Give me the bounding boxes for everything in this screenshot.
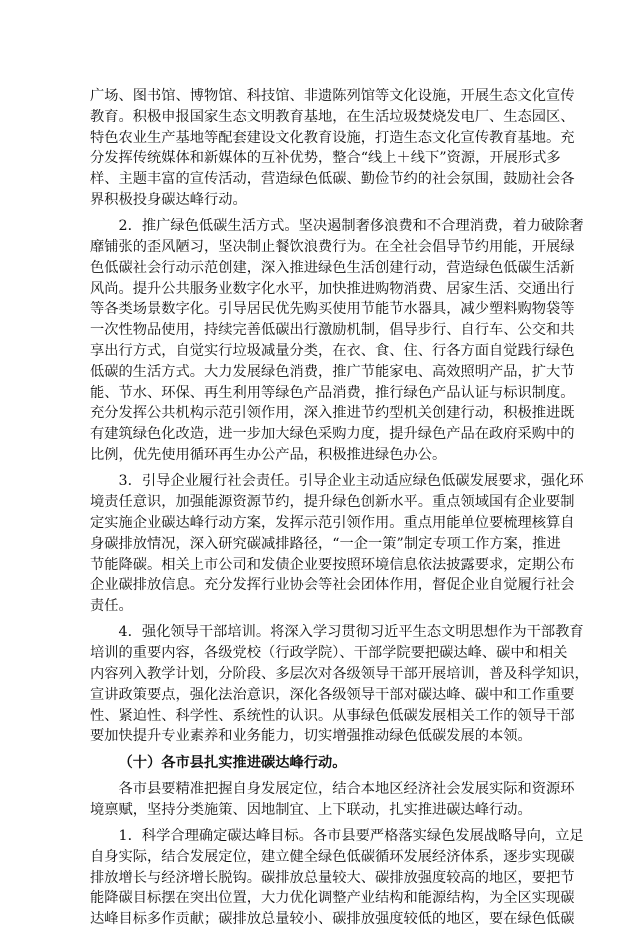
text-line: 企业碳排放信息。充分发挥行业协会等社会团体作用，督促企业自觉履行社会 [90, 577, 575, 594]
text-line: 境禀赋，坚持分类施策、因地制宜、上下联动，扎实推进碳达峰行动。 [90, 801, 532, 818]
paragraph [90, 779, 575, 821]
text-line: 靡铺张的歪风陋习，坚决制止餐饮浪费行为。在全社会倡导节约用能，开展绿 [90, 239, 575, 256]
text-line: 4．强化领导干部培训。将深入学习贯彻习近平生态文明思想作为干部教育 [118, 624, 584, 641]
text-line: 风尚。提升公共服务业数字化水平，加快推进购物消费、居家生活、交通出行 [90, 280, 575, 297]
text-line: 培训的重要内容，各级党校（行政学院）、干部学院要把碳达峰、碳中和相关 [90, 645, 568, 662]
paragraph [90, 471, 584, 617]
text-line: 界积极投身碳达峰行动。 [90, 191, 247, 208]
text-line: 3．引导企业履行社会责任。引导企业主动适应绿色低碳发展要求，强化环 [118, 473, 584, 490]
text-line: 色低碳社会行动示范创建，深入推进绿色生活创建行动，营造绿色低碳生活新 [90, 259, 575, 276]
text-line: 充分发挥公共机构示范引领作用，深入推进节约型机关创建行动，积极推进既 [90, 405, 575, 422]
text-line: 节能降碳。相关上市公司和发债企业要按照环境信息依法披露要求，定期公布 [90, 556, 575, 573]
text-line: 内容列入教学计划，分阶段、多层次对各级领导干部开展培训，普及科学知识， [90, 666, 589, 683]
paragraph [90, 622, 589, 747]
text-line: 各市县要精准把握自身发展定位，结合本地区经济社会发展实际和资源环 [118, 781, 575, 797]
text-line: 广场、图书馆、博物馆、科技馆、非遗陈列馆等文化设施，开展生态文化宣传 [90, 88, 575, 104]
paragraph [90, 216, 584, 466]
text-line: （十）各市县扎实推进碳达峰行动。 [118, 754, 347, 771]
text-line: 排放增长与经济增长脱钩。碳排放总量较大、碳排放强度较高的地区，要把节 [90, 869, 575, 886]
text-line: 特色农业生产基地等配套建设文化教育设施，打造生态文化宣传教育基地。充 [90, 129, 575, 146]
text-line: 能降碳目标摆在突出位置，大力优化调整产业结构和能源结构，为全区实现碳 [90, 890, 575, 907]
document-page [90, 86, 589, 936]
text-line: 宣讲政策要点，强化法治意识，深化各级领导干部对碳达峰、碳中和工作重要 [90, 686, 575, 703]
text-line: 身碳排放情况，深入研究碳减排路径，“一企一策”制定专项工作方案，推进 [90, 535, 561, 552]
text-line: 一次性物品使用，持续完善低碳出行激励机制，倡导步行、自行车、公交和共 [90, 322, 575, 339]
text-line: 2．推广绿色低碳生活方式。坚决遏制奢侈浪费和不合理消费，着力破除奢 [118, 218, 584, 235]
text-line: 责任。 [90, 598, 133, 615]
text-line: 自身实际，结合发展定位，建立健全绿色低碳循环发展经济体系，逐步实现碳 [90, 848, 575, 865]
text-line: 有建筑绿色化改造，进一步加大绿色采购力度，提升绿色产品在政府采购中的 [90, 426, 575, 443]
paragraph [90, 86, 575, 211]
text-line: 境责任意识，加强能源资源节约，提升绿色创新水平。重点领域国有企业要制 [90, 494, 575, 511]
text-line: 定实施企业碳达峰行动方案，发挥示范引领作用。重点用能单位要梳理核算自 [90, 514, 575, 531]
text-line: 分发挥传统媒体和新媒体的互补优势，整合“线上＋线下”资源，开展形式多 [90, 150, 561, 167]
text-line: 等各类场景数字化。引导居民优先购买使用节能节水器具，减少塑料购物袋等 [90, 301, 575, 318]
text-line: 1．科学合理确定碳达峰目标。各市县要严格落实绿色发展战略导向，立足 [118, 828, 584, 845]
text-line: 比例，优先使用循环再生办公产品，积极推进绿色办公。 [90, 447, 447, 464]
text-line: 要加快提升专业素养和业务能力，切实增强推动绿色低碳发展的本领。 [90, 728, 532, 745]
text-line: 样、主题丰富的宣传活动，营造绿色低碳、勤俭节约的社会氛围，鼓励社会各 [90, 171, 575, 188]
text-line: 低碳的生活方式。大力发展绿色消费，推广节能家电、高效照明产品，扩大节 [90, 363, 575, 380]
text-line: 达峰目标多作贡献；碳排放总量较小、碳排放强度较低的地区，要在绿色低碳 [90, 911, 575, 928]
text-line: 享出行方式，自觉实行垃圾减量分类，在衣、食、住、行各方面自觉践行绿色 [90, 343, 575, 360]
text-line: 性、紧迫性、科学性、系统性的认识。从事绿色低碳发展相关工作的领导干部 [90, 707, 575, 724]
section-heading [90, 753, 546, 774]
text-line: 教育。积极申报国家生态文明教育基地，在生活垃圾焚烧发电厂、生态园区、 [90, 108, 575, 125]
paragraph [90, 826, 584, 930]
text-line: 能、节水、环保、再生利用等绿色产品消费，推行绿色产品认证与标识制度。 [90, 384, 575, 401]
